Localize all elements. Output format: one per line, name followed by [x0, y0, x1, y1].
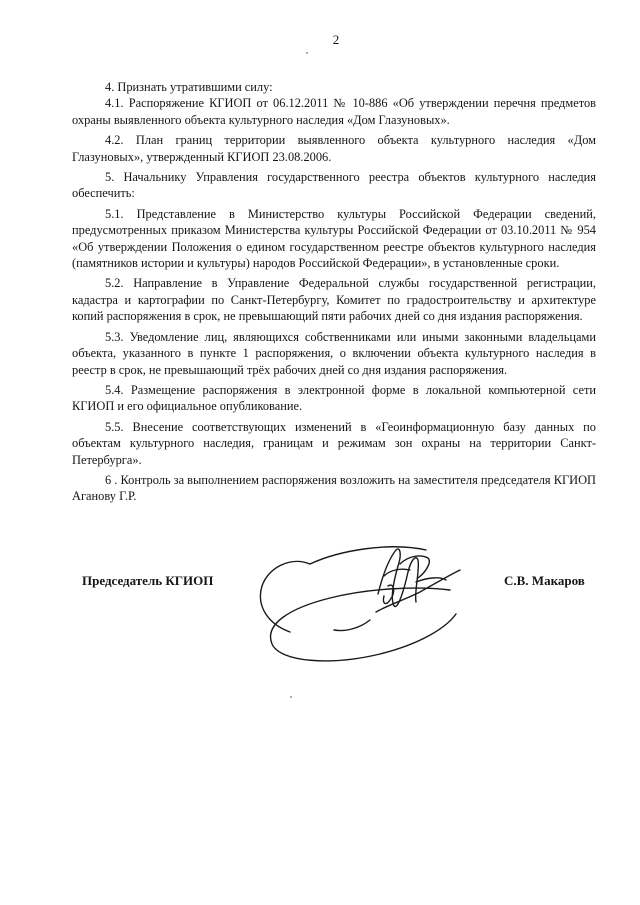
page-number: 2: [332, 32, 340, 47]
paragraph-5-3: 5.3. Уведомление лиц, являющихся собственниками или иными законными владельцами объекта, указанного в пункте 1 распоряжения, о включении объекта культурного наследия в реестр в срок, не превышающий трёх рабочих дней со дня издания распоряжения.: [72, 329, 596, 377]
handwritten-signature: [250, 520, 490, 670]
scan-speck: [306, 52, 308, 54]
paragraph-4: 4. Признать утратившими силу:: [105, 80, 273, 94]
paragraph-5-5: 5.5. Внесение соответствующих изменений в «Геоинформационную базу данных по объектам культурного наследия, границам и режимам зон охраны на территории Санкт-Петербурга».: [72, 419, 596, 467]
paragraph-6: 6 . Контроль за выполнением распоряжения возложить на заместителя председателя КГИОП Аганову Г.Р.: [72, 472, 596, 504]
paragraph-5: 5. Начальнику Управления государственного реестра объектов культурного наследия обеспечить:: [72, 170, 596, 201]
signatory-title: Председатель КГИОП: [82, 573, 214, 588]
scan-speck: [290, 696, 292, 698]
paragraph-5-1: 5.1. Представление в Министерство культуры Российской Федерации сведений, предусмотренных приказом Министерства культуры Российской Федерации от 03.10.2011 № 954 «Об утверждении Положения о едином государственном реестре объектов культурного наследия (памятников истории и культуры) народов Российской Федерации», в установленные сроки.: [72, 206, 596, 271]
signatory-name: С.В. Макаров: [504, 573, 585, 588]
paragraph-5-4: 5.4. Размещение распоряжения в электронной форме в локальной компьютерной сети КГИОП и его официальное опубликование.: [72, 382, 596, 414]
paragraph-4-2: 4.2. План границ территории выявленного объекта культурного наследия «Дом Глазуновых», утвержденный КГИОП 23.08.2006.: [72, 133, 596, 164]
paragraph-4-1: 4.1. Распоряжение КГИОП от 06.12.2011 № 10-886 «Об утверждении перечня предметов охраны выявленного объекта культурного наследия «Дом Глазуновых».: [72, 96, 596, 127]
paragraph-5-2: 5.2. Направление в Управление Федеральной службы государственной регистрации, кадастра и картографии по Санкт-Петербургу, Комитет по градостроительству и архитектуре копий распоряжения в срок, не превышающий пяти рабочих дней со дня издания распоряжения.: [72, 276, 596, 324]
